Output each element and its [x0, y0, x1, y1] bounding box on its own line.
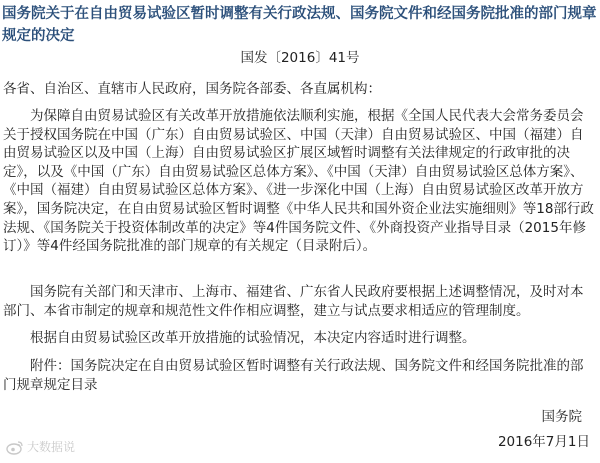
weibo-icon: [6, 440, 24, 455]
watermark-text: 大数据说: [27, 440, 76, 454]
paragraph-requirements: 国务院有关部门和天津市、上海市、福建省、广东省人民政府要根据上述调整情况，及时对本部门、本省市制定的规章和规范性文件作相应调整，建立与试点要求相适应的管理制度。: [3, 284, 584, 319]
issuer-signature: 国务院: [541, 409, 582, 425]
issue-date: 2016年7月1日: [497, 434, 590, 450]
document-title: 国务院关于在自由贸易试验区暂时调整有关行政法规、国务院文件和经国务院批准的部门规章规定的决定: [2, 6, 597, 44]
document-number: 国发〔2016〕41号: [240, 50, 360, 66]
paragraph-attachment: 附件：国务院决定在自由贸易试验区暂时调整有关行政法规、国务院文件和经国务院批准的部门规章规定目录: [3, 358, 584, 393]
paragraph-decision: 为保障自由贸易试验区有关改革开放措施依法顺利实施，根据《全国人民代表大会常务委员会关于授权国务院在中国（广东）自由贸易试验区、中国（天津）自由贸易试验区、中国（福建）自由贸易试验区以及中国（上海）自由贸易试验区扩展区域暂时调整有关法律规定的行政审批的决定》，以及《中国（广东）自由贸易试验区总体方案》、《中国（天津）自由贸易试验区总体方案》、《中国（福建）自由贸易试验区总体方案》、《进一步深化中国（上海）自由贸易试验区改革开放方案》，国务院决定，在自由贸易试验区暂时调整《中华人民共和国外资企业法实施细则》等18部行政法规、《国务院关于投资体制改革的决定》等4件国务院文件、《外商投资产业指导目录（2015年修订）》等4件经国务院批准的部门规章的有关规定（目录附后）。: [3, 108, 594, 255]
watermark: [6, 439, 75, 455]
paragraph-adjustment: 根据自由贸易试验区改革开放措施的试验情况，本决定内容适时进行调整。: [30, 330, 476, 346]
addressee-line: 各省、自治区、直辖市人民政府，国务院各部委、各直属机构：: [3, 81, 381, 97]
